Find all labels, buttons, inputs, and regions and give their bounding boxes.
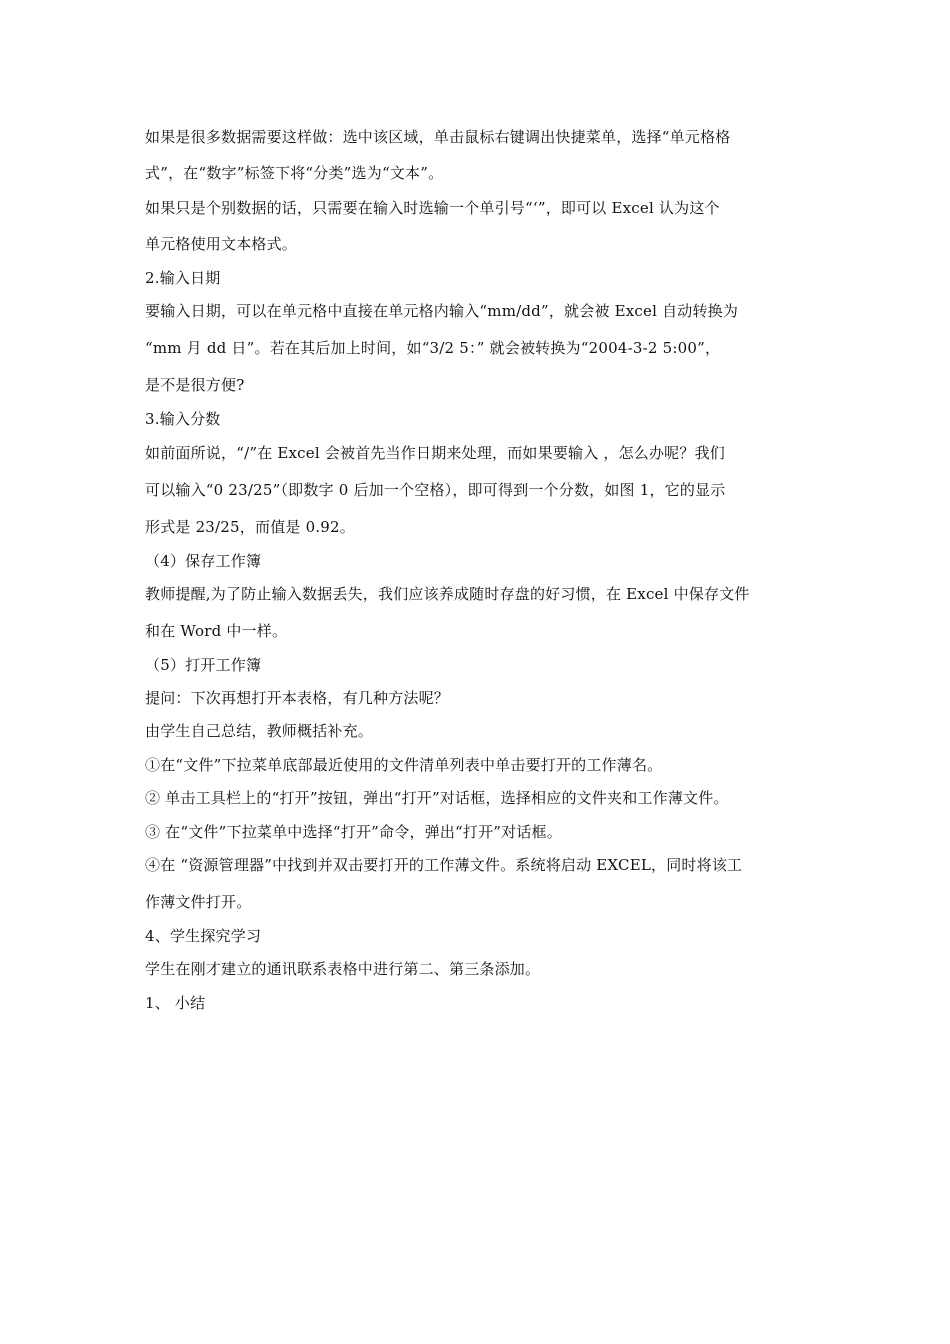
text-line: 单元格使用文本格式。 [145,235,298,253]
text-line: 形式是 23/25，而值是 0.92。 [145,518,355,536]
list-item: ①在“文件”下拉菜单底部最近使用的文件清单列表中单击要打开的工作薄名。 [145,756,663,774]
text-line: 如果是很多数据需要这样做：选中该区域，单击鼠标右键调出快捷菜单，选择“单元格格 [145,128,731,146]
text-line: 如果只是个别数据的话，只需要在输入时选输一个单引号“‘”，即可以 Excel 认为这个 [145,199,720,217]
text-line: “mm 月 dd 日”。若在其后加上时间，如“3/2 5：” 就会被转换为“2004-3-2 5:00”， [145,339,721,357]
text-line: 如前面所说，“/”在 Excel 会被首先当作日期来处理，而如果要输入 ，怎么办呢？我们 [145,444,725,462]
text-line: 作薄文件打开。 [145,893,252,911]
text-line: 学生在刚才建立的通讯联系表格中进行第二、第三条添加。 [145,960,541,978]
section-heading: 4、学生探究学习 [145,927,262,945]
text-line: 和在 Word 中一样。 [145,622,288,640]
text-line: 由学生自己总结，教师概括补充。 [145,722,374,740]
list-item: ③ 在“文件”下拉菜单中选择“打开”命令，弹出“打开”对话框。 [145,823,562,841]
section-heading: 2.输入日期 [145,269,221,287]
list-item: ④在 “资源管理器”中找到并双击要打开的工作薄文件。系统将启动 EXCEL，同时将该工 [145,856,743,874]
text-line: 教师提醒,为了防止输入数据丢失，我们应该养成随时存盘的好习惯，在 Excel 中保存文件 [145,585,750,603]
section-heading: （4）保存工作簿 [145,552,262,570]
section-heading: 3.输入分数 [145,410,221,428]
text-line: 要输入日期，可以在单元格中直接在单元格内输入“mm/dd”，就会被 Excel 自动转换为 [145,302,739,320]
text-line: 是不是很方便? [145,376,245,394]
text-line: 式”，在“数字”标签下将“分类”选为“文本”。 [145,164,444,182]
section-heading: （5）打开工作簿 [145,656,262,674]
text-line: 可以输入“0 23/25”（即数字 0 后加一个空格），即可得到一个分数，如图 1，它的显示 [145,481,726,499]
list-item: ② 单击工具栏上的“打开”按钮，弹出“打开”对话框，选择相应的文件夹和工作薄文件。 [145,789,729,807]
text-line: 提问：下次再想打开本表格，有几种方法呢？ [145,689,450,707]
section-heading: 1、 小结 [145,994,206,1012]
